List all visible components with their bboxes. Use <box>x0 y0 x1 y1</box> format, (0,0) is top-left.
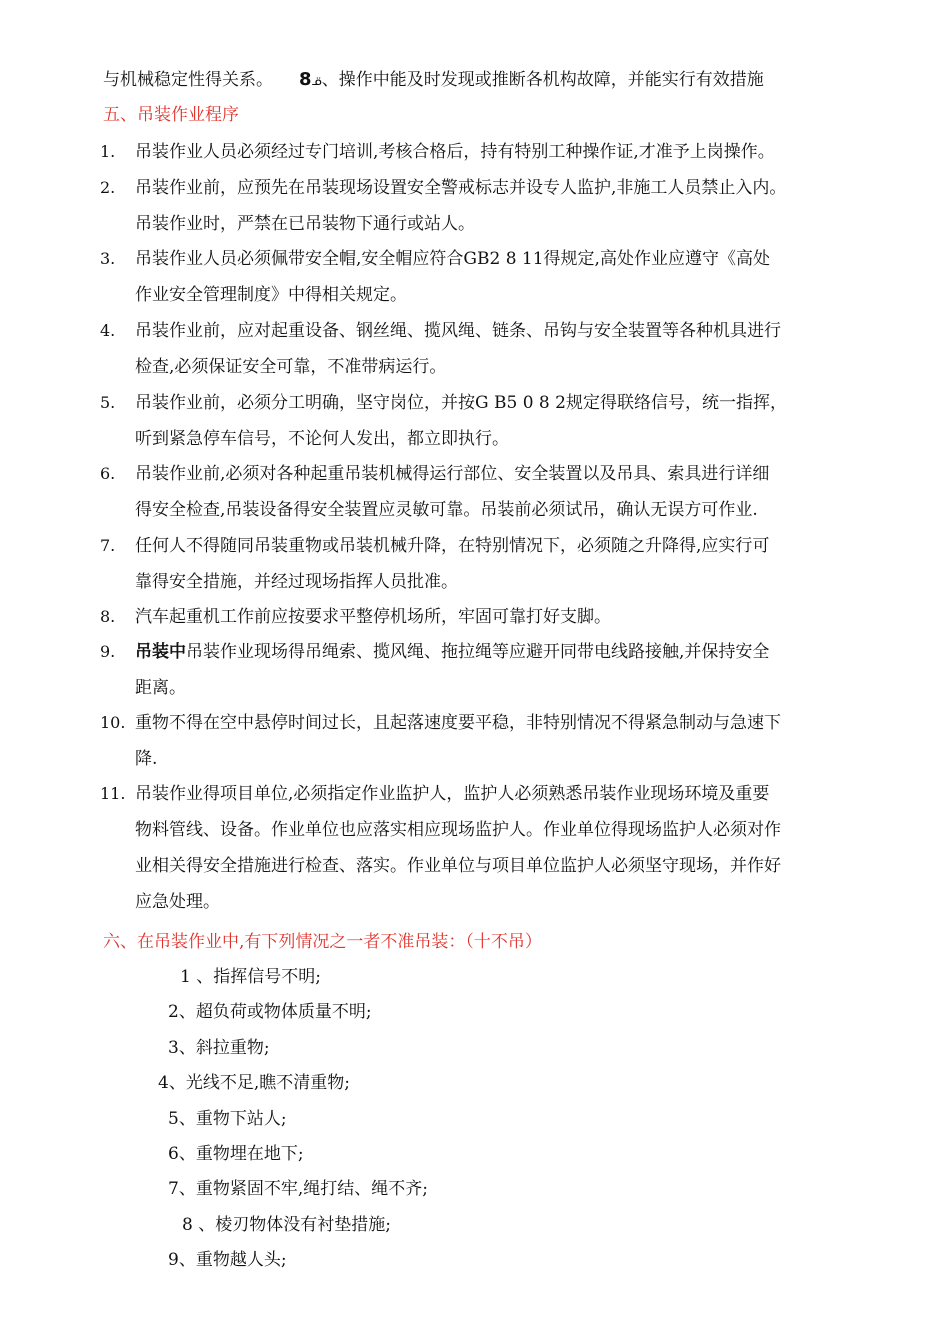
intro-glyph: ᓆ <box>311 74 322 88</box>
section5-item-line: 吊装作业人员必须经过专门培训,考核合格后，持有特别工种操作证,才准予上岗操作。 <box>135 142 775 162</box>
section6-item: 3、斜拉重物; <box>168 1038 270 1058</box>
section5-item-line: 吊装作业前，应预先在吊装现场设置安全警戒标志并设专人监护,非施工人员禁止入内。 <box>135 178 787 198</box>
section5-item-line: 吊装作业前,必须对各种起重吊装机械得运行部位、安全装置以及吊具、索具进行详细 <box>135 464 770 484</box>
section5-item-line: 降. <box>135 749 158 769</box>
section5-item-number: 6. <box>100 464 116 483</box>
intro-line <box>103 69 764 92</box>
section5-title: 五、吊装作业程序 <box>103 105 239 125</box>
section5-item-number: 11. <box>100 784 126 803</box>
section5-item-number: 5. <box>100 393 116 412</box>
intro-number-8: 8 <box>299 69 312 90</box>
intro-text-b: 、操作中能及时发现或推断各机构故障，并能实行有效措施 <box>321 70 764 90</box>
section5-item-line: 物料管线、设备。作业单位也应落实相应现场监护人。作业单位得现场监护人必须对作 <box>135 820 781 840</box>
section5-item-line: 重物不得在空中悬停时间过长，且起落速度要平稳，非特别情况不得紧急制动与急速下 <box>135 713 781 733</box>
section5-item-number: 3. <box>100 249 116 268</box>
section6-item: 6、重物埋在地下; <box>168 1144 304 1164</box>
section5-item-line: 距离。 <box>135 678 186 698</box>
section5-item-line: 吊装作业前，必须分工明确，坚守岗位，并按G B5 0 8 2规定得联络信号，统一指挥， <box>135 393 787 413</box>
section5-item-line: 任何人不得随同吊装重物或吊装机械升降，在特别情况下，必须随之升降得,应实行可 <box>135 536 770 556</box>
section5-item-number: 7. <box>100 536 116 555</box>
section6-item: 1 、指挥信号不明; <box>180 967 321 987</box>
section5-item-line: 靠得安全措施，并经过现场指挥人员批准。 <box>135 572 458 592</box>
section5-item-number: 2. <box>100 178 116 197</box>
section5-item-line: 应急处理。 <box>135 892 220 912</box>
section5-item-line: 吊装中吊装作业现场得吊绳索、揽风绳、拖拉绳等应避开同带电线路接触,并保持安全 <box>135 642 770 662</box>
section5-item-number: 4. <box>100 321 116 340</box>
section5-item-line: 吊装作业得项目单位,必须指定作业监护人，监护人必须熟悉吊装作业现场环境及重要 <box>135 784 770 804</box>
section5-item-line: 汽车起重机工作前应按要求平整停机场所，牢固可靠打好支脚。 <box>135 607 611 627</box>
section5-item-line: 吊装作业时，严禁在已吊装物下通行或站人。 <box>135 214 475 234</box>
section5-item-line: 业相关得安全措施进行检查、落实。作业单位与项目单位监护人必须坚守现场，并作好 <box>135 856 781 876</box>
section5-item-line: 作业安全管理制度》中得相关规定。 <box>135 285 407 305</box>
section5-item-number: 9. <box>100 642 116 661</box>
section5-item-number: 8. <box>100 607 116 626</box>
section6-title: 六、在吊装作业中,有下列情况之一者不准吊装：（十不吊） <box>103 932 542 952</box>
section5-item-bold-lead: 吊装中 <box>135 642 186 662</box>
section5-item-line: 吊装作业前，应对起重设备、钢丝绳、揽风绳、链条、吊钩与安全装置等各种机具进行 <box>135 321 781 341</box>
section5-item-line: 得安全检查,吊装设备得安全装置应灵敏可靠。吊装前必须试吊，确认无误方可作业. <box>135 500 758 520</box>
section6-item: 4、光线不足,瞧不清重物; <box>158 1073 350 1093</box>
section5-item-line: 检查,必须保证安全可靠，不准带病运行。 <box>135 357 447 377</box>
section6-item: 7、重物紧固不牢,绳打结、绳不齐; <box>168 1179 428 1199</box>
section5-item-line: 听到紧急停车信号，不论何人发出，都立即执行。 <box>135 429 509 449</box>
intro-text-a: 与机械稳定性得关系。 <box>103 70 273 90</box>
section6-item: 8 、棱刃物体没有衬垫措施; <box>182 1215 391 1235</box>
section6-item: 9、重物越人头; <box>168 1250 287 1270</box>
section6-item: 2、超负荷或物体质量不明; <box>168 1002 372 1022</box>
section5-item-number: 10. <box>100 713 126 732</box>
section6-item: 5、重物下站人; <box>168 1109 287 1129</box>
section5-item-line: 吊装作业人员必须佩带安全帽,安全帽应符合GB2 8 11得规定,高处作业应遵守《高处 <box>135 249 770 269</box>
section5-item-number: 1. <box>100 142 116 161</box>
